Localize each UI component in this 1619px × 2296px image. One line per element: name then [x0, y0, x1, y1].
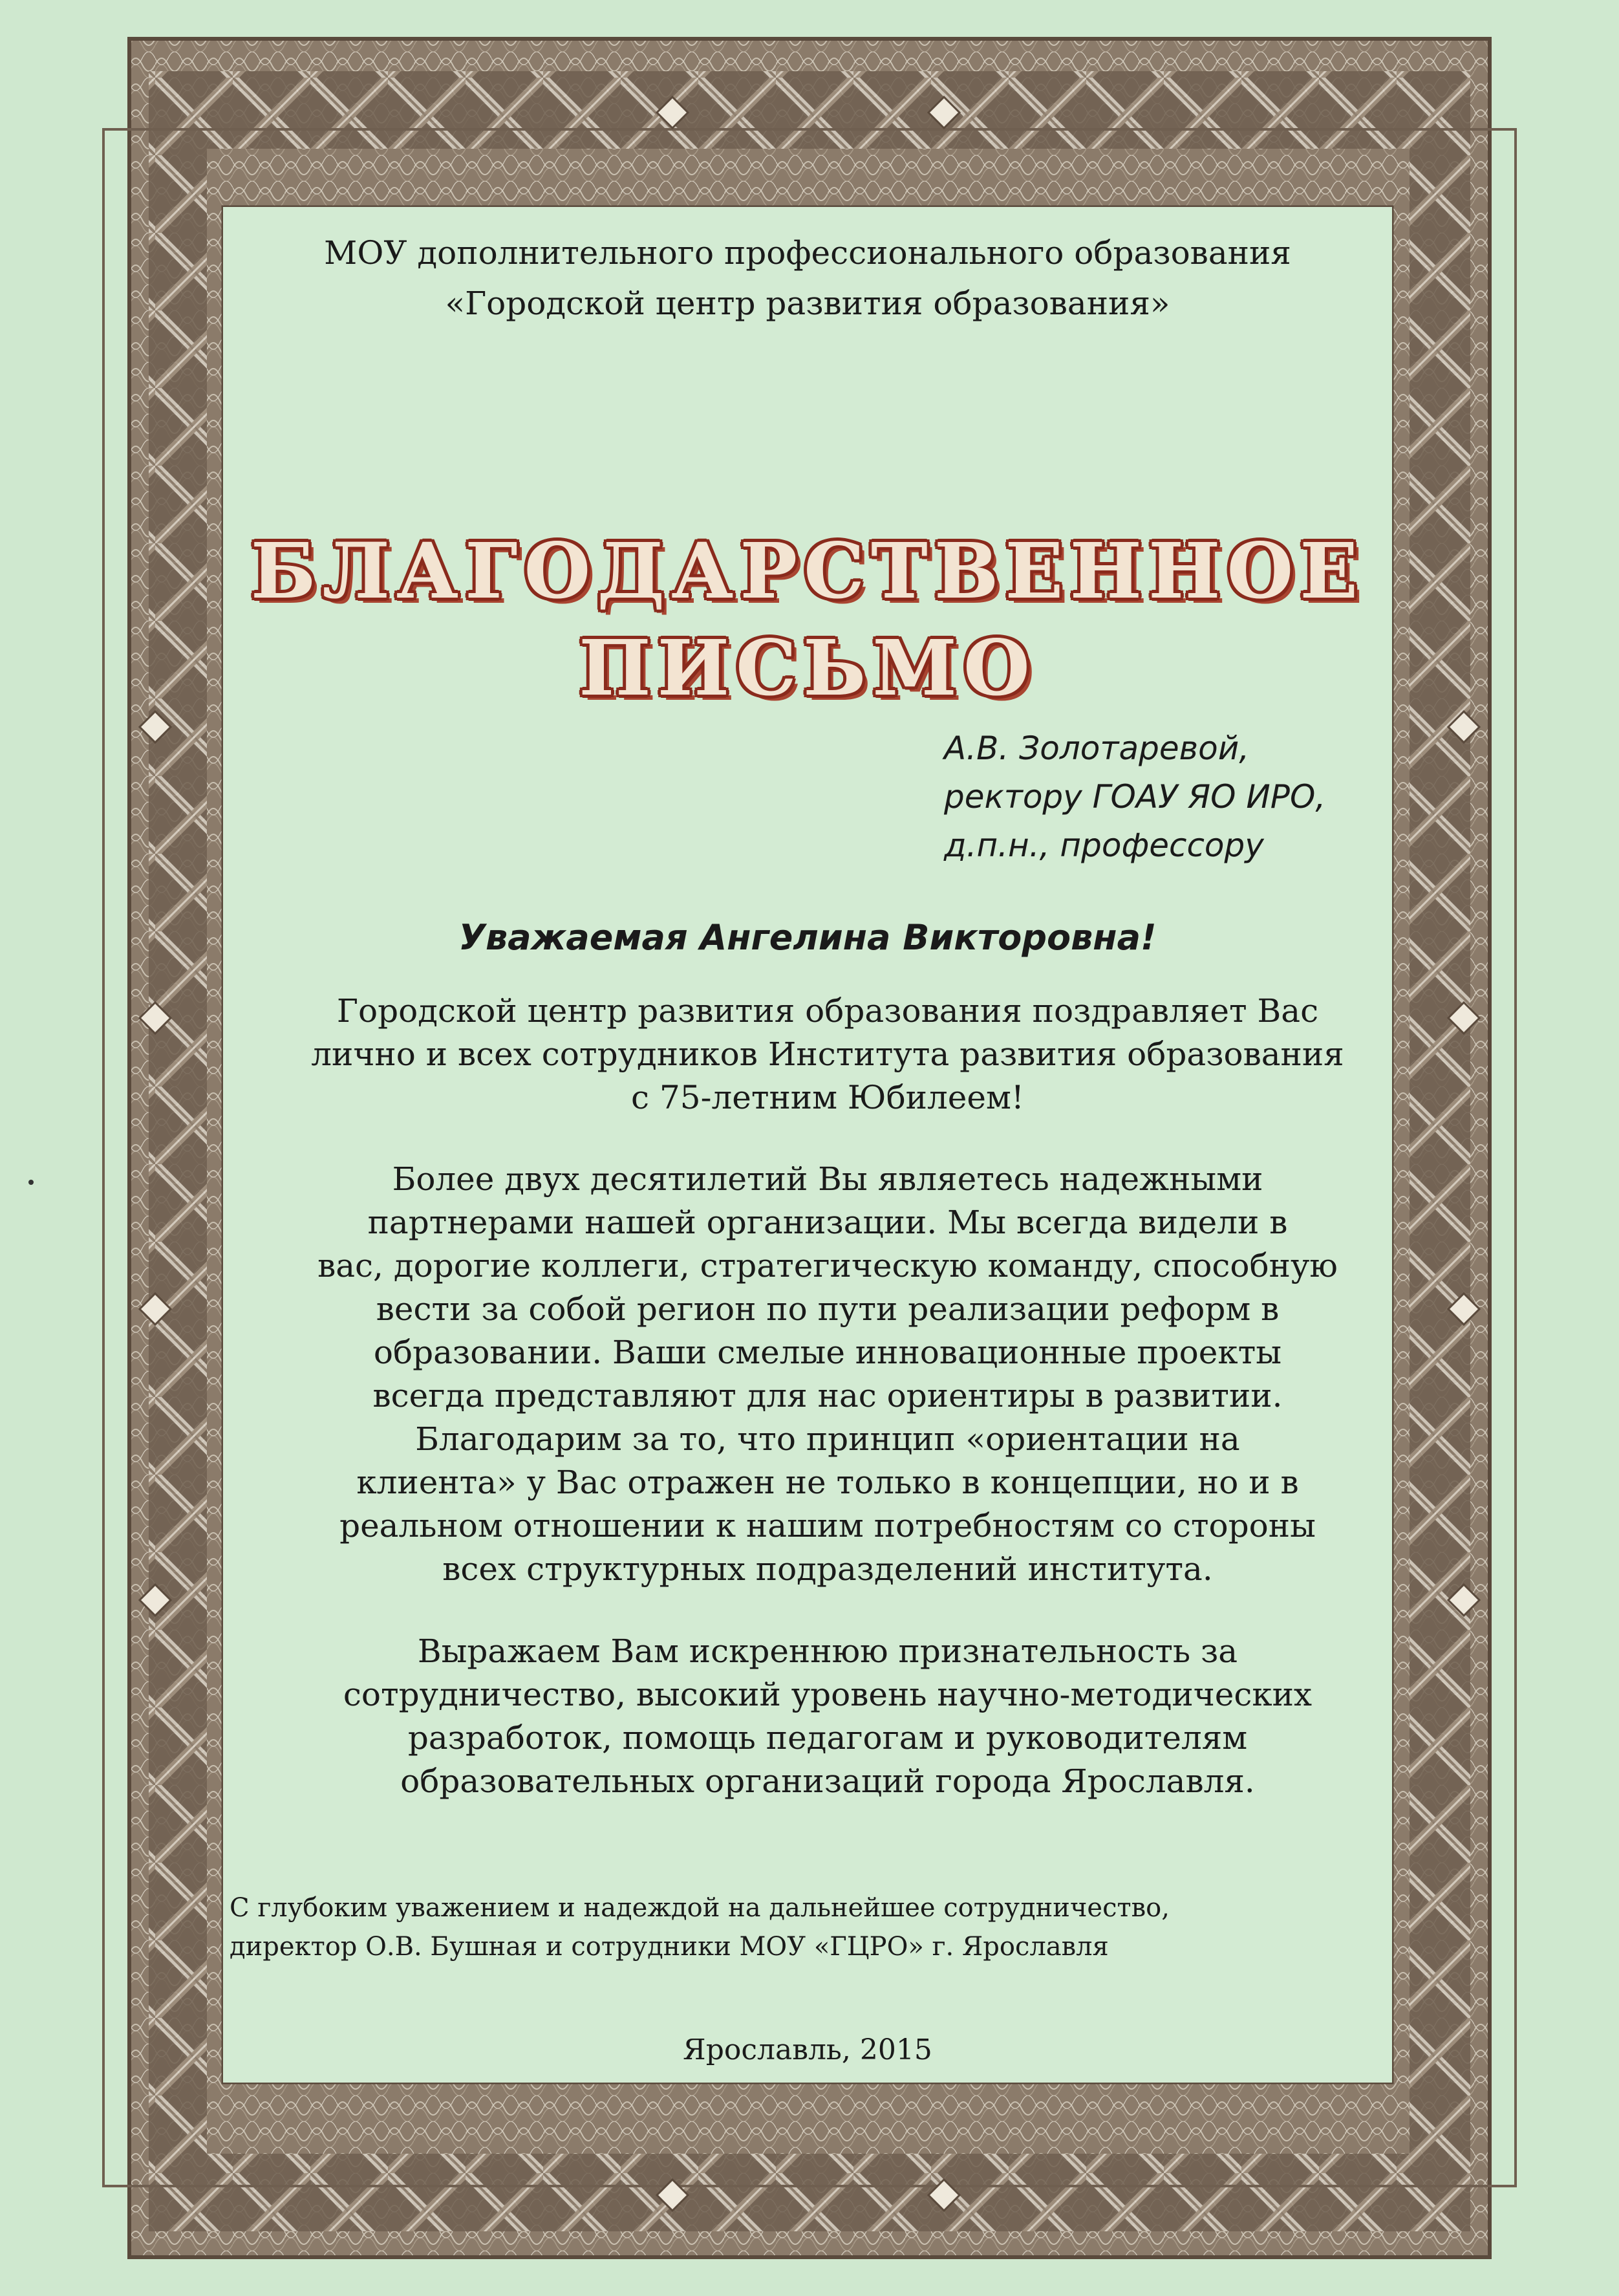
text-line: клиента» у Вас отражен не только в концепции, но и в	[356, 1464, 1299, 1501]
addressee-position: ректору ГОАУ ЯО ИРО,	[944, 778, 1326, 816]
margin-mark	[28, 1180, 34, 1185]
text-line: Выражаем Вам искреннюю признательность за	[417, 1632, 1238, 1670]
header-line-1: МОУ дополнительного профессионального образования	[324, 234, 1291, 272]
text-line: образовательных организаций города Ярославля.	[400, 1762, 1255, 1800]
closing-signature	[230, 1889, 1393, 1966]
text-line: сотрудничество, высокий уровень научно-методических	[343, 1676, 1313, 1713]
title-line-2: ПИСЬМО	[579, 623, 1036, 713]
text-line: разработок, помощь педагогам и руководителям	[407, 1719, 1248, 1757]
text-line: всегда представляют для нас ориентиры в развитии.	[372, 1377, 1283, 1414]
text-line: лично и всех сотрудников Института развития образования	[311, 1035, 1344, 1073]
text-line: реальном отношении к нашим потребностям со стороны	[339, 1507, 1316, 1544]
text-line: Более двух десятилетий Вы являетесь надежными	[392, 1160, 1263, 1198]
paragraph-gratitude	[259, 1630, 1397, 1803]
organization-header	[223, 228, 1392, 329]
title-line-1: БЛАГОДАРСТВЕННОЕ	[250, 526, 1365, 616]
text-line: Благодарим за то, что принцип «ориентации на	[415, 1420, 1240, 1458]
place-and-date: Ярославль, 2015	[683, 2033, 932, 2066]
addressee-degree: д.п.н., профессору	[944, 827, 1264, 864]
addressee-name: А.В. Золотаревой,	[944, 730, 1250, 767]
text-line: вас, дорогие коллеги, стратегическую команду, способную	[317, 1247, 1338, 1284]
text-line: образовании. Ваши смелые инновационные проекты	[373, 1334, 1282, 1371]
text-line: всех структурных подразделений института.	[442, 1550, 1213, 1588]
text-line: вести за собой регион по пути реализации реформ в	[376, 1290, 1280, 1328]
text-line: партнерами нашей организации. Мы всегда видели в	[367, 1204, 1288, 1241]
paragraph-congratulation	[259, 990, 1397, 1120]
closing-line-1: С глубоким уважением и надеждой на дальнейшее сотрудничество,	[230, 1893, 1170, 1923]
closing-line-2: директор О.В. Бушная и сотрудники МОУ «ГЦРО» г. Ярославля	[230, 1932, 1109, 1962]
header-line-2: «Городской центр развития образования»	[445, 285, 1170, 322]
paragraph-partnership	[259, 1158, 1397, 1591]
addressee-block	[944, 724, 1397, 870]
greeting: Уважаемая Ангелина Викторовна!	[458, 917, 1157, 958]
document-title	[223, 523, 1392, 717]
text-line: Городской центр развития образования поздравляет Вас	[336, 992, 1319, 1030]
text-line: с 75-летним Юбилеем!	[631, 1079, 1024, 1116]
